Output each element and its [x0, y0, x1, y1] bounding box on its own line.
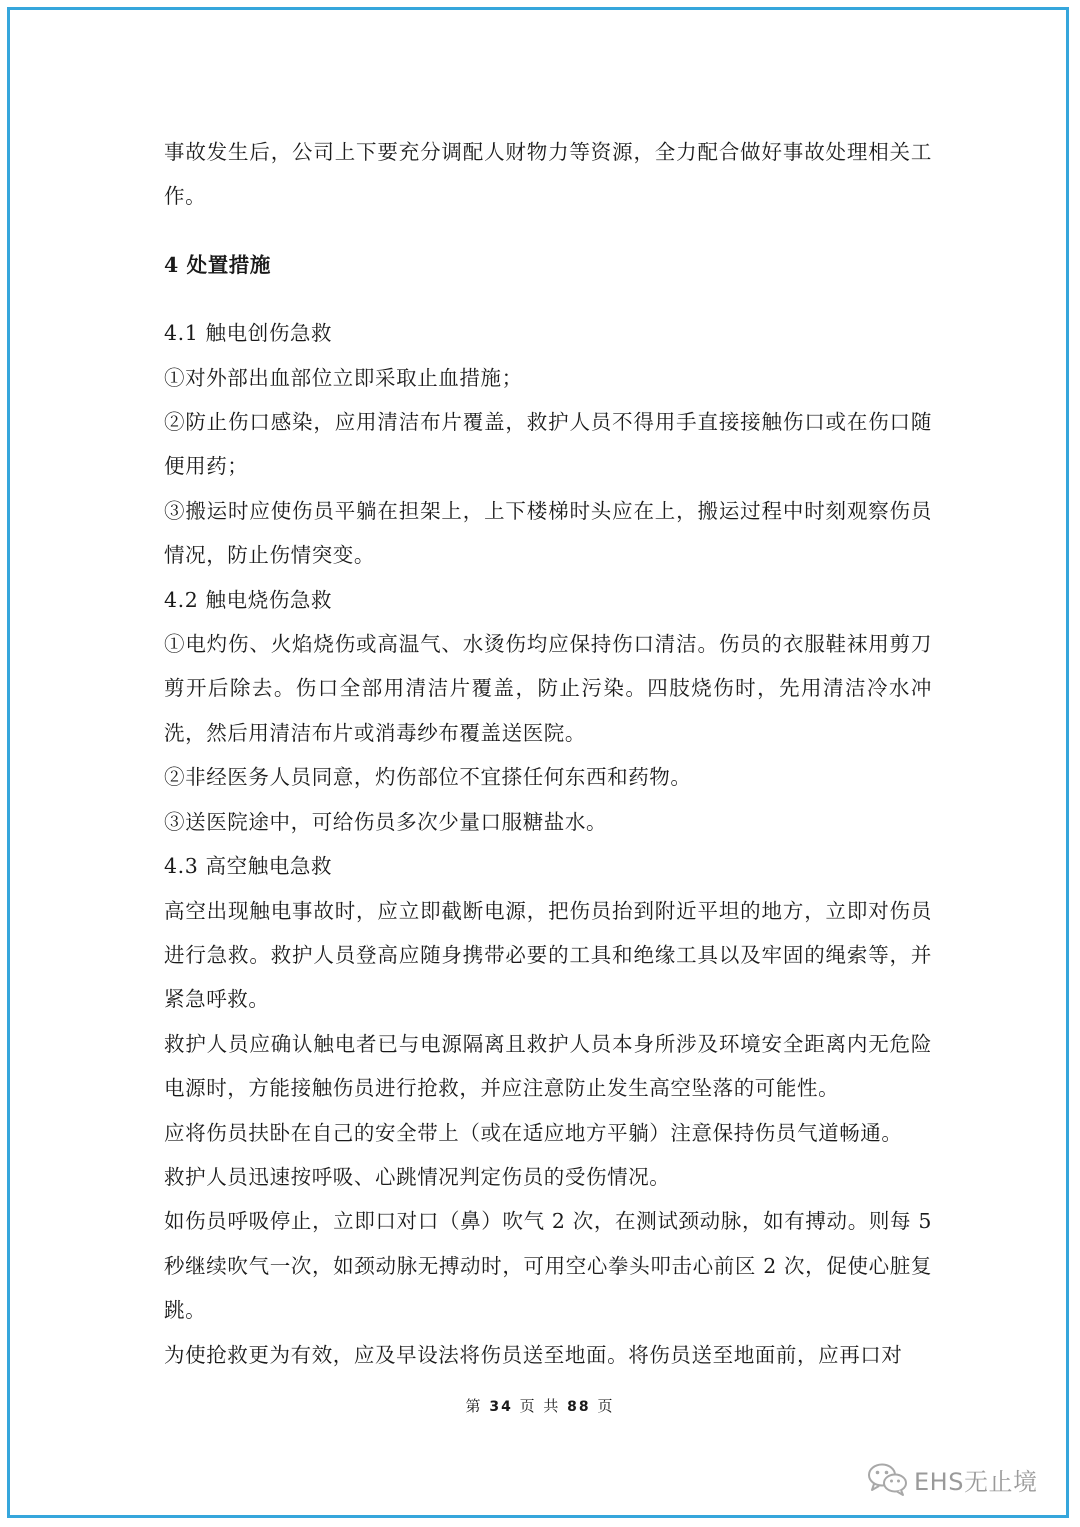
list-item: ②防止伤口感染，应用清洁布片覆盖，救护人员不得用手直接接触伤口或在伤口随便用药； — [164, 410, 932, 479]
list-item: ②非经医务人员同意，灼伤部位不宜搽任何东西和药物。 — [164, 765, 692, 790]
list-item: ③搬运时应使伤员平躺在担架上，上下楼梯时头应在上，搬运过程中时刻观察伤员情况，防止伤情突变。 — [164, 498, 932, 568]
paragraph: 高空出现触电事故时，应立即截断电源，把伤员抬到附近平坦的地方，立即对伤员进行急救。救护人员登高应随身携带必要的工具和绝缘工具以及牢固的绳索等，并紧急呼救。 — [164, 898, 932, 1012]
paragraph: 如伤员呼吸停止，立即口对口（鼻）吹气 2 次，在测试颈动脉，如有搏动。则每 5 秒继续吹气一次，如颈动脉无搏动时，可用空心拳头叩击心前区 2 次，促使心脏复跳。 — [164, 1209, 932, 1323]
subsection-title-4-2: 4.2 触电烧伤急救 — [164, 587, 333, 612]
watermark-text: EHS无止境 — [914, 1467, 1038, 1496]
paragraph: 应将伤员扶卧在自己的安全带上（或在适应地方平躺）注意保持伤员气道畅通。 — [164, 1120, 903, 1145]
page-number-footer — [0, 1395, 1080, 1416]
current-page-number: 34 — [489, 1399, 513, 1415]
subsection-title-4-1: 4.1 触电创伤急救 — [164, 321, 333, 346]
list-item: ③送医院途中，可给伤员多次少量口服糖盐水。 — [164, 809, 608, 834]
intro-paragraph: 事故发生后，公司上下要充分调配人财物力等资源，全力配合做好事故处理相关工作。 — [164, 140, 932, 209]
total-page-number: 88 — [567, 1399, 591, 1415]
footer-middle: 页 共 — [519, 1397, 561, 1415]
paragraph: 救护人员应确认触电者已与电源隔离且救护人员本身所涉及环境安全距离内无危险电源时，方能接触伤员进行抢救，并应注意防止发生高空坠落的可能性。 — [164, 1031, 932, 1101]
subsection-title-4-3: 4.3 高空触电急救 — [164, 854, 333, 879]
footer-suffix: 页 — [597, 1397, 615, 1415]
footer-prefix: 第 — [465, 1397, 483, 1415]
watermark — [866, 1457, 1037, 1501]
document-body — [164, 130, 932, 1377]
wechat-icon — [866, 1461, 910, 1497]
paragraph: 救护人员迅速按呼吸、心跳情况判定伤员的受伤情况。 — [164, 1164, 671, 1189]
section-title: 4 处置措施 — [164, 252, 272, 277]
list-item: ①电灼伤、火焰烧伤或高温气、水烫伤均应保持伤口清洁。伤员的衣服鞋袜用剪刀剪开后除去。伤口全部用清洁片覆盖，防止污染。四肢烧伤时，先用清洁冷水冲洗，然后用清洁布片或消毒纱布覆盖送医院。 — [164, 632, 932, 745]
paragraph: 为使抢救更为有效，应及早设法将伤员送至地面。将伤员送至地面前，应再口对 — [164, 1342, 903, 1367]
list-item: ①对外部出血部位立即采取止血措施； — [164, 365, 523, 390]
